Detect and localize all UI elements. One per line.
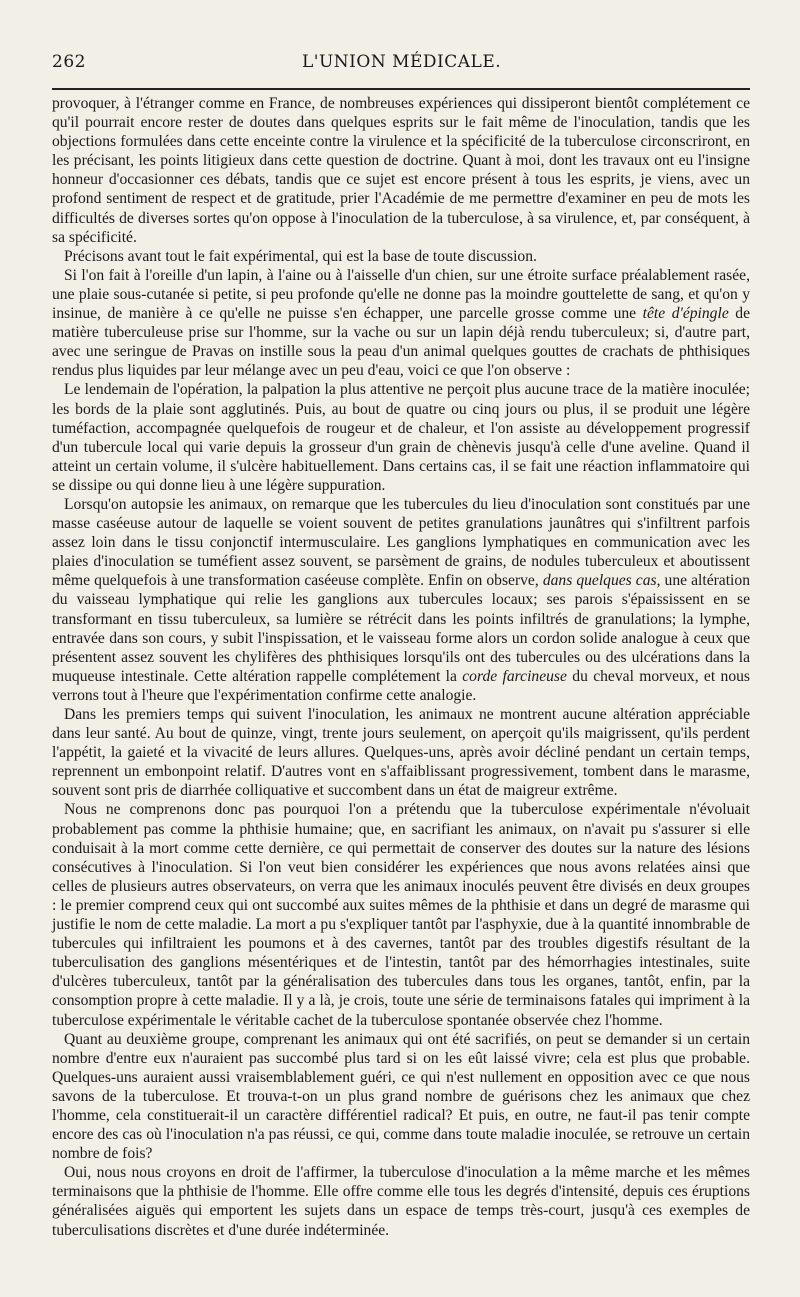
text-run: Précisons avant tout le fait expérimental, qui est la base de toute discussion.	[64, 247, 537, 265]
text-run: Le lendemain de l'opération, la palpation la plus attentive ne perçoit plus aucune trace de la matière inoculée; les bords de la plaie sont agglutinés. Puis, au bout de quatre ou cinq jours ou plus, il se produit une légère tuméfaction, accompagnée quelquefois de rougeur et de chaleur, et l'on assiste au développement progressif d'un tubercule local qui varie depuis la grosseur d'un grain de chènevis jusqu'à celle d'une aveline. Quand il atteint un certain volume, il s'ulcère habituellement. Dans certains cas, il se fait une réaction inflammatoire qui se dissipe ou qui donne lieu à une légère suppuration.	[52, 381, 750, 494]
article-body	[52, 94, 750, 1240]
italic-phrase: corde farcineuse	[462, 667, 567, 685]
text-run: provoquer, à l'étranger comme en France, de nombreuses expériences qui dissiperont bientôt complétement ce qu'il pourrait encore rester de doutes dans quelques esprits sur le fait même de l'inoculation, tandis que les objections formulées dans cette enceinte contre la virulence et la spécificité de la tuberculose circonscriront, en les précisant, les points litigieux dans cette question de doctrine. Quant à moi, dont les travaux ont eu l'insigne honneur d'occasionner ces débats, tandis que ce sujet est encore présent à tous les esprits, je viens, avec un profond sentiment de respect et de gratitude, prier l'Académie de me permettre d'examiner en peu de mots les difficultés de diverses sortes qu'on oppose à l'inoculation de la tuberculose, à sa virulence, et, par conséquent, à sa spécificité.	[52, 95, 750, 246]
text-run: Dans les premiers temps qui suivent l'inoculation, les animaux ne montrent aucune altération appréciable dans leur santé. Au bout de quinze, vingt, trente jours seulement, on aperçoit qu'ils maigrissent, qu'ils perdent l'appétit, la gaieté et la vivacité de leurs allures. Quelques-uns, après avoir décliné pendant un certain temps, reprennent un embonpoint relatif. D'autres vont en s'affaiblissant progressivement, tombent dans le marasme, souvent sont pris de diarrhée colliquative et succombent dans un état de maigreur extrême.	[52, 706, 750, 800]
paragraph	[52, 247, 750, 266]
text-run: Quant au deuxième groupe, comprenant les animaux qui ont été sacrifiés, on peut se demander si un certain nombre d'entre eux n'auraient pas succombé plus tard si on les eût laissé vivre; cela est plus que probable. Quelques-uns auraient aussi vraisemblablement guéri, ce qui n'est nullement en opposition avec ce que nous savons de la tuberculose. Et trouva-t-on un plus grand nombre de guérisons chez les animaux que chez l'homme, cela constituerait-il un caractère différentiel radical? Et puis, en outre, ne faut-il pas tenir compte encore des cas où l'inoculation n'a pas réussi, ce qui, comme dans toute maladie inoculée, se retrouve un certain nombre de fois?	[52, 1030, 750, 1163]
italic-phrase: dans quelques cas	[542, 572, 657, 590]
text-run: , une altération du vaisseau lymphatique qui relie les ganglions aux tubercules locaux; ses parois s'épaississent en se transformant en tissu tuberculeux, sa lumière se rétrécit dans les points infiltrés de granulations; la lymphe, entravée dans son cours, y subit l'inspissation, et le vaisseau forme alors un cordon solide analogue à ceux que présentent assez souvent les chylifères des phthisiques lorsqu'ils ont des tubercules ou des ulcérations dans la muqueuse intestinale. Cette altération rappelle complétement la	[52, 572, 750, 685]
header-rule	[52, 88, 750, 90]
italic-phrase: tête d'épingle	[642, 305, 729, 323]
journal-title: L'UNION MÉDICALE.	[302, 52, 502, 72]
paragraph	[52, 705, 750, 800]
text-run: du cheval morveux, et nous verrons tout à l'heure que l'expérimentation confirme cette analogie.	[52, 667, 750, 704]
paragraph	[52, 380, 750, 495]
text-run: Lorsqu'on autopsie les animaux, on remarque que les tubercules du lieu d'inoculation sont constitués par une masse caséeuse autour de laquelle se voient souvent de petites granulations jaunâtres qui s'infiltrent parfois assez loin dans le tissu conjonctif intermusculaire. Les ganglions lymphatiques en communication avec les plaies d'inoculation se tuméfient assez souvent, se parsèment de grains, de nodules tuberculeux et aboutissent même quelquefois à une transformation caséeuse complète. Enfin on observe,	[52, 495, 750, 590]
paragraph	[52, 266, 750, 381]
text-run: Oui, nous nous croyons en droit de l'affirmer, la tuberculose d'inoculation a la même marche et les mêmes terminaisons que la phthisie de l'homme. Elle offre comme elle tous les degrés d'intensité, depuis ces éruptions généralisées aiguës qui emportent les sujets dans un espace de temps très-court, jusqu'à ces exemples de tuberculisations discrètes et d'une durée indéterminée.	[52, 1164, 750, 1239]
text-run: Si l'on fait à l'oreille d'un lapin, à l'aine ou à l'aisselle d'un chien, sur une étroite surface préalablement rasée, une plaie sous-cutanée si petite, si peu profonde qu'elle ne donne pas la moindre gouttelette de sang, et qu'on y insinue, de manière à ce qu'elle ne puisse s'en échapper, une parcelle grosse comme une	[52, 266, 750, 323]
text-run: de matière tuberculeuse prise sur l'homme, sur la vache ou sur un lapin déjà rendu tuberculeux; si, d'autre part, avec une seringue de Pravas on instille sous la peau d'un animal quelques gouttes de crachats de phthisiques rendus plus liquides par leur mélange avec un peu d'eau, voici ce que l'on observe :	[52, 305, 751, 380]
text-run: Nous ne comprenons donc pas pourquoi l'on a prétendu que la tuberculose expérimentale n'évoluait probablement pas comme la phthisie humaine; que, en sacrifiant les animaux, on n'avait pu s'assurer si elle conduisait à la mort comme cette dernière, ce qui permettait de conserver des doutes sur la nature des lésions consécutives à l'inoculation. Si l'on veut bien considérer les expériences que nous avons relatées ainsi que celles de plusieurs autres observateurs, on verra que les animaux inoculés peuvent être divisés en deux groupes : le premier comprend ceux qui ont succombé aux suites mêmes de la phthisie et dans un degré de marasme qui justifie le nom de cette maladie. La mort a pu s'expliquer tantôt par l'asphyxie, due à la quantité innombrable de tubercules qui infiltraient les poumons et à des cavernes, tantôt par des troubles digestifs résultant de la tuberculisation des ganglions mésentériques et de l'intestin, tantôt par des hémorrhagies intestinales, suite d'ulcères tuberculeux, tantôt par la généralisation des tubercules dans tous les organes, tantôt, enfin, par la consomption propre à cette maladie. Il y a là, je crois, toute une série de terminaisons fatales qui impriment à la tuberculose expérimentale le véritable cachet de la tuberculose spontanée observée chez l'homme.	[52, 801, 750, 1029]
paragraph	[52, 495, 750, 705]
paragraph	[52, 1030, 750, 1164]
paragraph	[52, 800, 750, 1029]
running-header	[52, 52, 750, 88]
page-number: 262	[52, 52, 86, 72]
paragraph	[52, 1163, 750, 1239]
paragraph	[52, 94, 750, 247]
